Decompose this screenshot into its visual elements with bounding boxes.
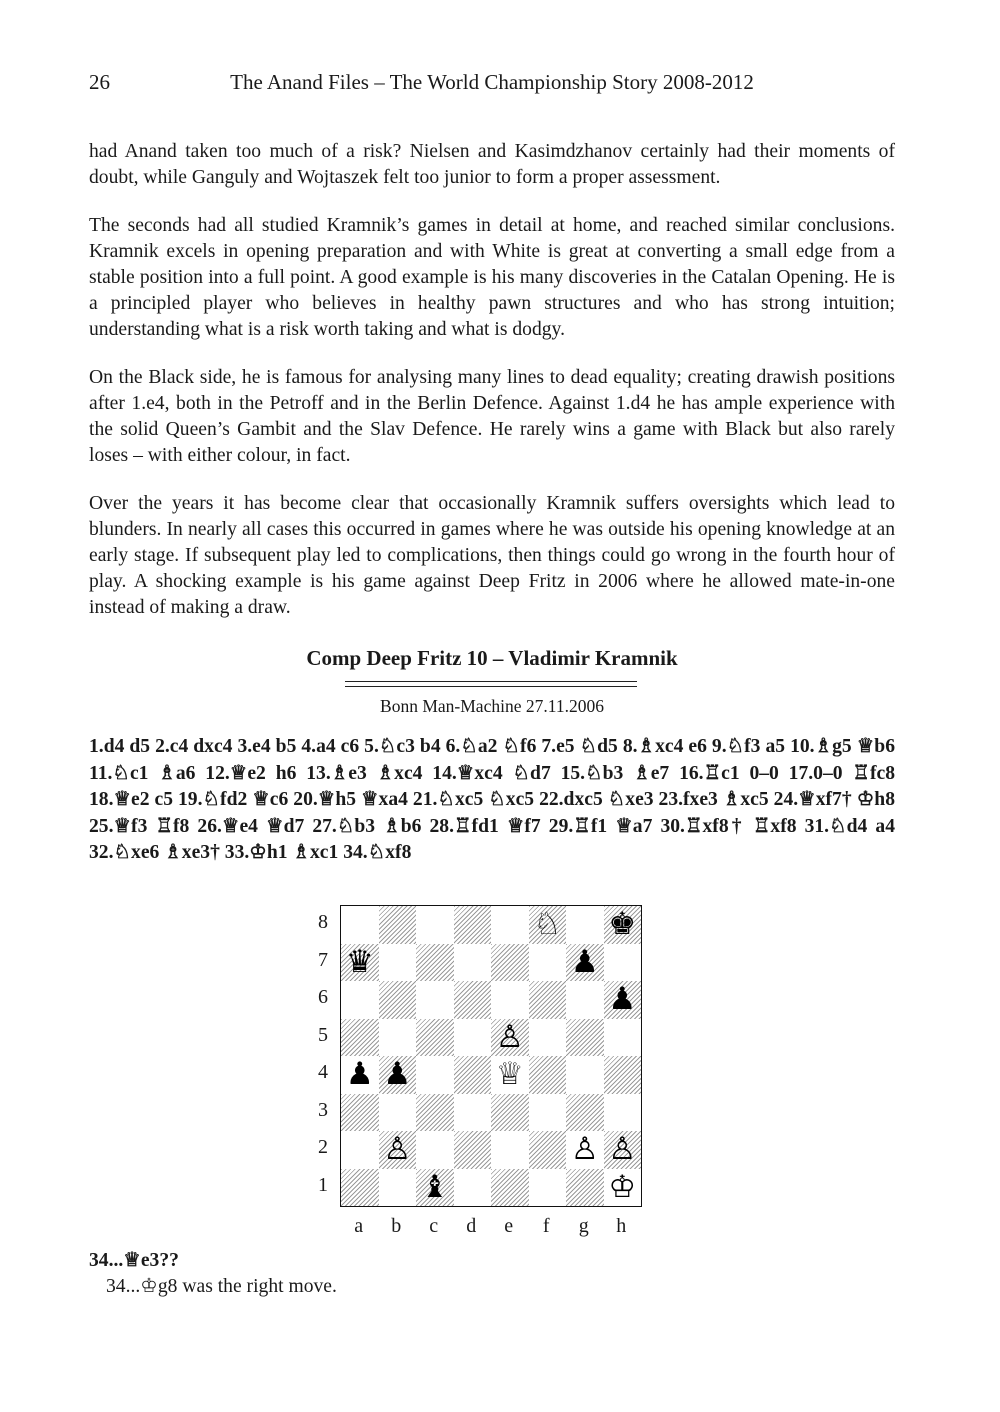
paragraph: had Anand taken too much of a risk? Nielsen and Kasimdzhanov certainly had their moments of doubt, while Ganguly and Wojtaszek felt too junior to form a proper assessment. <box>89 141 895 188</box>
title-double-rule <box>345 681 637 687</box>
page-header <box>89 70 895 100</box>
white-pawn-b2: ♙ <box>383 1131 412 1167</box>
square-a3 <box>341 1094 379 1132</box>
move-comment: 34...♔g8 was the right move. <box>106 1276 337 1297</box>
square-g5 <box>566 1019 604 1057</box>
square-e3 <box>491 1094 529 1132</box>
square-b8 <box>379 906 417 944</box>
file-label-b: b <box>391 1215 402 1237</box>
black-pawn-g7: ♟ <box>570 943 599 980</box>
rank-label-5: 5 <box>318 1023 328 1046</box>
file-label-d: d <box>466 1215 477 1237</box>
square-g3 <box>566 1094 604 1132</box>
file-label-g: g <box>578 1215 589 1237</box>
page-number: 26 <box>89 70 110 94</box>
rank-label-3: 3 <box>318 1098 328 1121</box>
square-a1 <box>341 1169 379 1207</box>
square-e7 <box>491 944 529 982</box>
square-b1 <box>379 1169 417 1207</box>
square-d6 <box>454 981 492 1019</box>
square-f6 <box>529 981 567 1019</box>
white-pawn-h2: ♙ <box>608 1131 637 1167</box>
square-h5 <box>604 1019 642 1057</box>
rank-label-8: 8 <box>318 911 328 933</box>
chess-board <box>340 905 642 1207</box>
square-g4 <box>566 1056 604 1094</box>
square-d4 <box>454 1056 492 1094</box>
square-f7 <box>529 944 567 982</box>
square-a5 <box>341 1019 379 1057</box>
square-c2 <box>416 1131 454 1169</box>
square-c7 <box>416 944 454 982</box>
paragraph: Over the years it has become clear that occasionally Kramnik suffers oversights which lead to blunders. In nearly all cases this occurred in games where he was outside his opening knowledge at an early stage. If subsequent play led to complications, then things could go wrong in the fourth hour of play. A shocking example is his game against Deep Fritz in 2006 where he allowed mate-in-one instead of making a draw. <box>89 493 895 618</box>
square-e1 <box>491 1169 529 1207</box>
black-bishop-c1: ♝ <box>420 1168 449 1205</box>
square-g8 <box>566 906 604 944</box>
square-f1 <box>529 1169 567 1207</box>
game-moves: 1.d4 d5 2.c4 dxc4 3.e4 b5 4.a4 c6 5.♘c3 b4 6.♘a2 ♘f6 7.e5 ♘d5 8.♗xc4 e6 9.♘f3 a5 10.♗g5 ♕b6 11.♘c1 ♗a6 12.♕e2 h6 13.♗e3 ♗xc4 14.♕xc4 ♘d7 15.♘b3 ♗e7 16.♖c1 0–0 17.0–0 ♖fc8 18.♕e2 c5 19.♘fd2 ♕c6 20.♕h5 ♕xa4 21.♘xc5 ♘xc5 22.dxc5 ♘xe3 23.fxe3 ♗xc5 24.♕xf7† ♔h8 25.♕f3 ♖f8 26.♕e4 ♕d7 27.♘b3 ♗b6 28.♖fd1 ♕f7 29.♖f1 ♕a7 30.♖xf8† ♖xf8 31.♘d4 a4 32.♘xe6 ♗xe3† 33.♔h1 ♗xc1 34.♘xf8 <box>89 736 895 863</box>
square-d1 <box>454 1169 492 1207</box>
rank-label-2: 2 <box>318 1136 328 1158</box>
body-text <box>89 139 895 643</box>
black-pawn-b4: ♟ <box>383 1056 412 1092</box>
square-d2 <box>454 1131 492 1169</box>
square-c4 <box>416 1056 454 1094</box>
running-title: The Anand Files – The World Championship Story 2008-2012 <box>230 70 754 94</box>
white-queen-e4: ♕ <box>495 1056 524 1092</box>
square-h4 <box>604 1056 642 1094</box>
square-h7 <box>604 944 642 982</box>
square-a6 <box>341 981 379 1019</box>
game-event: Bonn Man-Machine 27.11.2006 <box>380 696 604 716</box>
rank-label-1: 1 <box>318 1173 328 1196</box>
rank-label-7: 7 <box>318 948 328 971</box>
file-label-a: a <box>354 1215 364 1237</box>
square-g1 <box>566 1169 604 1207</box>
game-title: Comp Deep Fritz 10 – Vladimir Kramnik <box>306 646 678 670</box>
square-h3 <box>604 1094 642 1132</box>
black-pawn-h6: ♟ <box>608 981 637 1017</box>
square-c6 <box>416 981 454 1019</box>
square-d8 <box>454 906 492 944</box>
square-d3 <box>454 1094 492 1132</box>
square-c3 <box>416 1094 454 1132</box>
chess-diagram <box>305 900 655 1245</box>
white-pawn-e5: ♙ <box>495 1018 524 1055</box>
black-queen-a7: ♛ <box>345 943 374 980</box>
paragraph: On the Black side, he is famous for analysing many lines to dead equality; creating drawish positions after 1.e4, both in the Petroff and in the Berlin Defence. Against 1.d4 he has ample experience with the solid Queen’s Gambit and the Slav Defence. He rarely wins a game with Black but also rarely loses – with either colour, in fact. <box>89 367 895 466</box>
rank-label-6: 6 <box>318 986 328 1008</box>
square-d5 <box>454 1019 492 1057</box>
square-e8 <box>491 906 529 944</box>
square-b3 <box>379 1094 417 1132</box>
square-f2 <box>529 1131 567 1169</box>
file-label-e: e <box>504 1215 514 1237</box>
square-e6 <box>491 981 529 1019</box>
white-pawn-g2: ♙ <box>570 1131 599 1167</box>
square-f4 <box>529 1056 567 1094</box>
file-label-f: f <box>542 1215 550 1237</box>
file-label-c: c <box>429 1215 439 1237</box>
square-a8 <box>341 906 379 944</box>
square-f3 <box>529 1094 567 1132</box>
rank-label-4: 4 <box>318 1061 328 1083</box>
square-b6 <box>379 981 417 1019</box>
square-b5 <box>379 1019 417 1057</box>
critical-move: 34...♕e3?? <box>89 1250 179 1271</box>
white-king-h1: ♔ <box>608 1168 637 1205</box>
black-pawn-a4: ♟ <box>345 1056 374 1092</box>
paragraph: The seconds had all studied Kramnik’s games in detail at home, and reached similar conclusions. Kramnik excels in opening preparation and with White is great at converting a small edge from a stable position into a full point. A good example is his many discoveries in the Catalan Opening. He is a principled player who believes in healthy pawn structures and who has strong intuition; understanding what is a risk worth taking and what is dodgy. <box>89 215 895 340</box>
square-e2 <box>491 1131 529 1169</box>
square-a2 <box>341 1131 379 1169</box>
square-f5 <box>529 1019 567 1057</box>
file-label-h: h <box>616 1215 627 1237</box>
white-knight-f8: ♘ <box>533 906 562 942</box>
square-d7 <box>454 944 492 982</box>
square-c8 <box>416 906 454 944</box>
square-g6 <box>566 981 604 1019</box>
square-b7 <box>379 944 417 982</box>
black-king-h8: ♚ <box>608 906 637 942</box>
square-c5 <box>416 1019 454 1057</box>
